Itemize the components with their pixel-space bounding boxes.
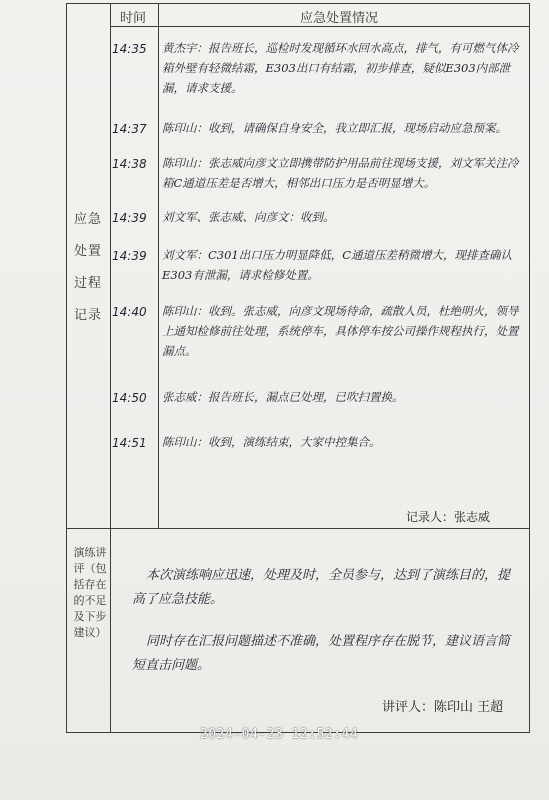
review-paragraph: 同时存在汇报问题描述不准确，处置程序存在脱节，建议语言简短直击问题。: [132, 634, 511, 673]
review-section-label: 演练讲评（包括存在的不足及下步建议）: [73, 546, 107, 639]
section-label-4: 记录: [74, 308, 103, 323]
reviewer-signature: 讲评人：陈印山 王超: [382, 700, 504, 715]
entry-text: 刘文军：C301出口压力明显降低，C通道压差稍微增大，现排查确认E303有泄漏，请求检修处置。: [162, 248, 513, 282]
entry-time: 14:51: [112, 436, 147, 450]
entry-text: 陈印山：张志威向彦文立即携带防护用品前往现场支援，刘文军关注冷箱C通道压差是否增大，相邻出口压力是否明显增大。: [162, 156, 519, 190]
entry-time: 14:40: [112, 305, 147, 319]
table-border-right: [529, 3, 530, 733]
label-column-divider: [110, 3, 111, 733]
photo-timestamp: 2024-04-23 12:52:44: [200, 727, 359, 742]
section-label-1: 应急: [74, 212, 103, 227]
entry-text: 陈印山：收到，演练结束，大家中控集合。: [162, 435, 381, 449]
recorder-signature: 记录人：张志威: [406, 510, 491, 524]
entry-text: 陈印山：收到。张志威，向彦文现场待命，疏散人员，杜绝明火，领导上通知检修前往处理，系统停车，具体停车按公司操作规程执行，处置漏点。: [162, 304, 519, 358]
table-border-left: [66, 3, 67, 733]
entry-text: 张志威：报告班长，漏点已处理，已吹扫置换。: [162, 390, 404, 404]
entry-time: 14:39: [112, 211, 147, 225]
section-label-3: 过程: [74, 276, 103, 291]
entry-time: 14:50: [112, 391, 147, 405]
header-content: 应急处置情况: [300, 11, 379, 26]
entry-time: 14:35: [112, 42, 147, 56]
entry-text: 黄杰宇：报告班长，巡检时发现循环水回水高点，排气，有可燃气体冷箱外壁有轻微结霜，E303出口有结霜，初步排查，疑似E303内部泄漏，请求支援。: [162, 41, 519, 95]
entry-time: 14:39: [112, 249, 147, 263]
header-time: 时间: [120, 11, 147, 26]
table-border-top: [66, 3, 530, 4]
entry-time: 14:37: [112, 122, 147, 136]
header-row-divider: [110, 26, 530, 27]
entry-text: 陈印山：收到，请确保自身安全，我立即汇报，现场启动应急预案。: [162, 121, 507, 135]
entry-text: 刘文军、张志威、向彦文：收到。: [162, 210, 335, 224]
entry-time: 14:38: [112, 157, 147, 171]
section-divider: [66, 528, 530, 529]
time-column-divider: [158, 3, 159, 528]
review-paragraph: 本次演练响应迅速，处理及时，全员参与，达到了演练目的，提高了应急技能。: [132, 568, 511, 607]
section-label-2: 处置: [74, 244, 103, 259]
